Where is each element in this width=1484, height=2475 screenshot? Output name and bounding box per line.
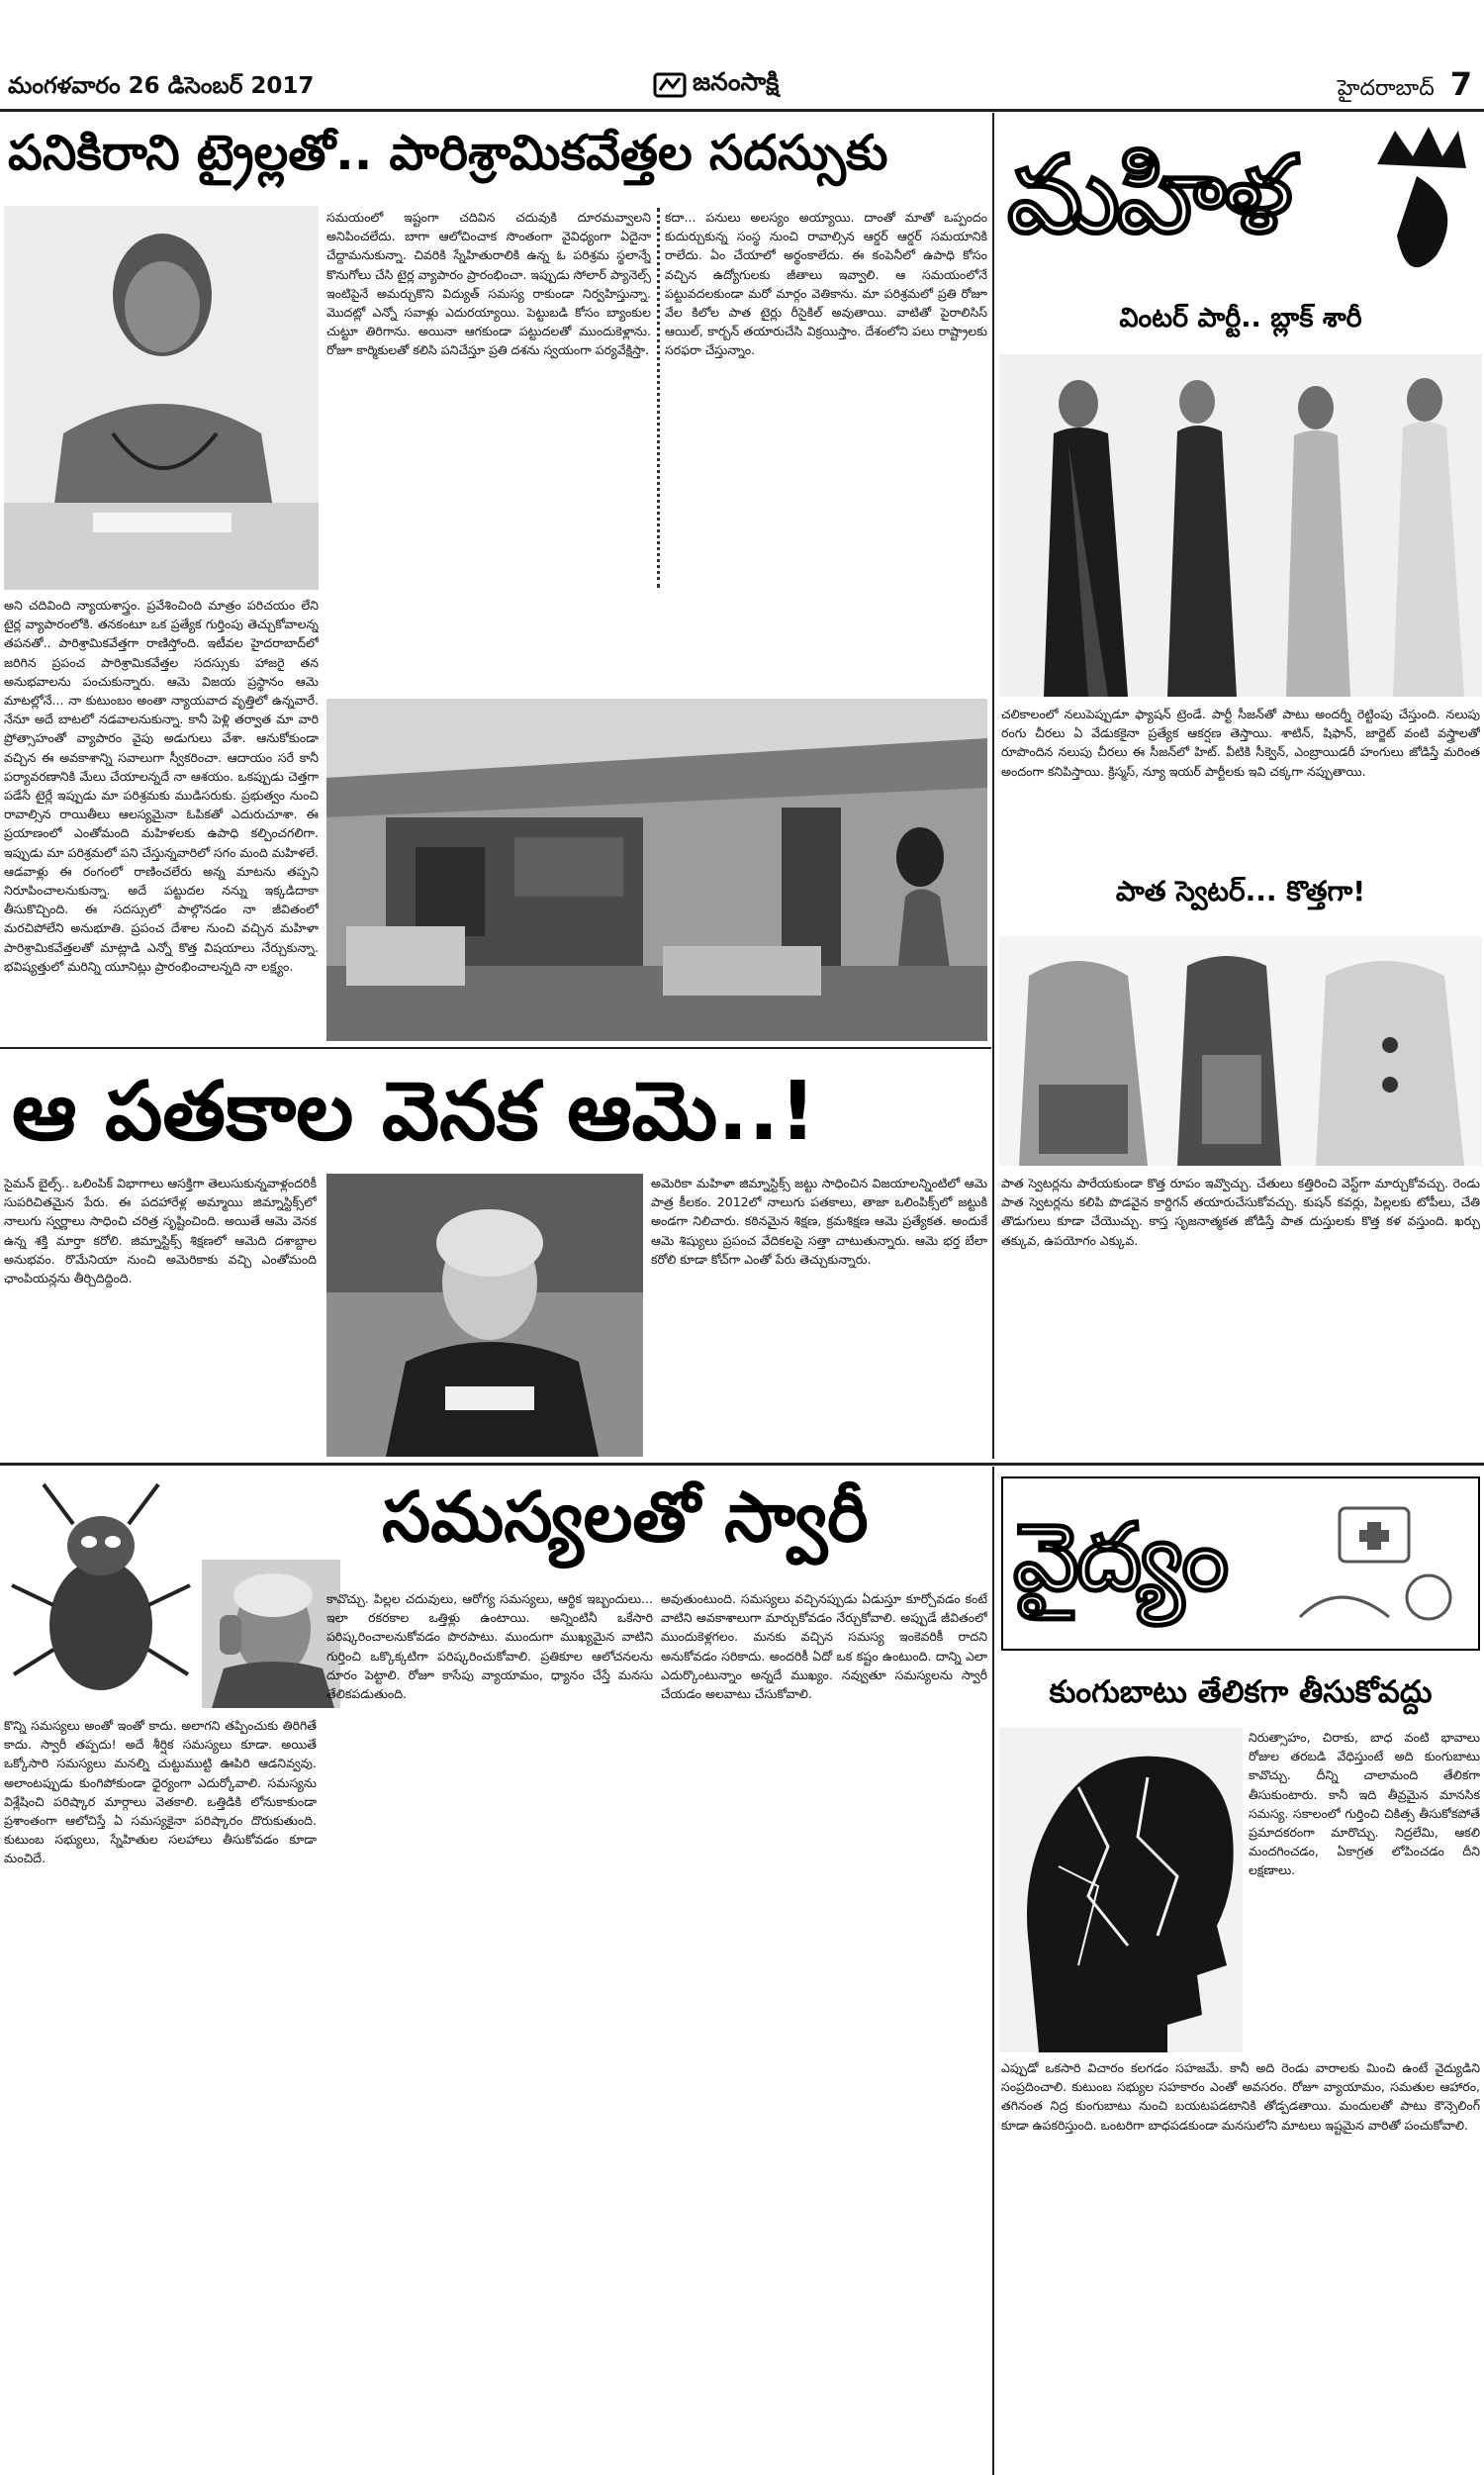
masthead bbox=[0, 0, 1484, 109]
article1-headline: పనికిరాని ట్రైల్లతో.. పారిశ్రామికవేత్తల సదస్సుకు bbox=[8, 125, 888, 181]
vaidyam-column-2: ఎప్పుడో ఒకసారి విచారం కలగడం సహజమే. కానీ అది రెండు వారాలకు మించి ఉంటే వైద్యుడిని సంప్రదించాలి. కుటుంబ సభ్యుల సహకారం ఎంతో అవసరం. రోజూ వ్యాయామం, సమతుల ఆహారం, తగినంత నిద్ర కుంగుబాటు నుంచి బయటపడటానికి తోడ్పడతాయి. మందులతో పాటు కౌన్సెలింగ్ కూడా ఉపకరిస్తుంది. ఒంటరిగా బాధపడకుండా మనసులోని మాటలు ఇష్టమైన వారితో పంచుకోవాలి. bbox=[1001, 2060, 1480, 2133]
article1-column-1: సమయంలో ఇష్టంగా చదివిన చదువుకి దూరమవ్వాలని అనిపించలేదు. బాగా ఆలోచించాక సొంతంగా వైవిధ్యంగా ఏదైనా చేద్దామనుకున్నా. చివరికి స్నేహితురాలికి ఉన్న ఓ పరిశ్రమ స్థలాన్నే కొనుగోలు చేసి టైర్ల వ్యాపారం ప్రారంభించా. ఇప్పుడు సోలార్ ప్యానెల్స్ ఇంటిపైనే అమర్చుకొని విద్యుత్ సమస్య రాకుండా నిర్వహిస్తున్నా. మొదట్లో ఎన్నో సవాళ్లు ఎదురయ్యాయి. పెట్టుబడి కోసం బ్యాంకుల చుట్టూ తిరిగాను. అయినా ఆగకుండా పట్టుదలతో ముందుకెళ్లాను. రోజూ కార్మికులతో కలిసి పనిచేస్తూ ప్రతి దశను స్వయంగా పర్యవేక్షిస్తా. bbox=[326, 210, 651, 358]
article3-headline: సమస్యలతో స్వారీ bbox=[382, 1476, 869, 1558]
article2-headline: ఆ పతకాల వెనక ఆమె..! bbox=[12, 1065, 816, 1159]
main-divider-bottom bbox=[992, 1467, 994, 2475]
vaidyam-logo-text: వైద్యం bbox=[1013, 1504, 1227, 1612]
mahila-fashion-body: చలికాలంలో నలుపెప్పుడూ ఫ్యాషన్ ట్రెండే. పార్టీ సీజన్‌తో పాటు అందర్నీ రెట్టింపు చేస్తుంది. నలుపు రంగు చీరలు ఏ వేడుకకైనా ప్రత్యేక ఆకర్షణ తెస్తాయి. శాటిన్, షిఫాన్, జార్జెట్ వంటి వస్త్రాలతో రూపొందిన నలుపు చీరలు ఈ సీజన్‌లో హిట్. వీటికి సీక్వెన్, ఎంబ్రాయిడరీ హంగులు జోడిస్తే మరింత అందంగా కనిపిస్తాయి. క్రిస్మస్, న్యూ ఇయర్ పార్టీలకు ఇవి చక్కగా నప్పుతాయి. bbox=[1001, 707, 1480, 779]
masthead-logo bbox=[653, 63, 861, 107]
mahila-logo bbox=[1001, 117, 1480, 291]
masthead-right bbox=[1338, 65, 1472, 106]
article1-bottom-rule bbox=[0, 1047, 991, 1049]
article3-column-3: అవుతుంటుంది. సమస్యలు వచ్చినప్పుడు ఏడుస్తూ కూర్చోవడం కంటే వాటిని అవకాశాలుగా మార్చుకోవడం నేర్చుకోవాలి. అప్పుడే జీవితంలో ముందుకెళ్లగలం. మనకు వచ్చిన సమస్య ఇంకెవరికీ రాదని అనుకోవడం సరికాదు. అందరికీ ఏదో ఒక కష్టం ఉంటుంది. దాన్ని ఎలా ఎదుర్కొంటున్నాం అన్నదే ముఖ్యం. నవ్వుతూ సమస్యలను స్వారీ చేయడం అలవాటు చేసుకోవాలి. bbox=[661, 1591, 987, 1702]
mahila-logo-text: మహిళ bbox=[1007, 134, 1289, 257]
article2-column-1: సైమన్ బైల్స్.. ఒలింపిక్ విభాగాలు ఆసక్తిగా తెలుసుకున్నవాళ్లందరికీ సుపరిచితమైన పేరు. ఈ పదహారేళ్ల అమ్మాయి జిమ్నాస్టిక్స్‌లో నాలుగు స్వర్ణాలు సాధించి చరిత్ర సృష్టించింది. అయితే ఆమె వెనక ఉన్న శక్తి మార్తా కరోలి. జిమ్నాస్టిక్స్ శిక్షణలో ఆమెది దశాబ్దాల అనుభవం. రొమేనియా నుంచి అమెరికాకు వచ్చి ఎంతోమంది ఛాంపియన్లను తీర్చిదిద్దింది. bbox=[4, 1176, 317, 1286]
vaidyam-column-1: నిరుత్సాహం, చిరాకు, బాధ వంటి భావాలు రోజుల తరబడి వేధిస్తుంటే అది కుంగుబాటు కావొచ్చు. దీన్ని చాలామంది తేలికగా తీసుకుంటారు. కానీ ఇది తీవ్రమైన మానసిక సమస్య. సకాలంలో గుర్తించి చికిత్స తీసుకోకపోతే ప్రమాదకరంగా మారొచ్చు. నిద్రలేమి, ఆకలి మందగించడం, ఏకాగ్రత లోపించడం దీని లక్షణాలు. bbox=[1249, 1730, 1480, 1878]
vaidyam-logo-box bbox=[1001, 1476, 1480, 1651]
mahila-sweater-title: పాత స్వెటర్... కొత్తగా! bbox=[1115, 875, 1366, 907]
mahila-fashion-title: వింటర్ పార్టీ.. బ్లాక్ శారీ bbox=[1119, 303, 1362, 333]
page-number: 7 bbox=[1449, 65, 1472, 103]
paper-logo-icon bbox=[653, 70, 687, 100]
paper-name: జనంసాక్షి bbox=[693, 67, 780, 96]
article3-column-1: కొన్ని సమస్యలు అంతో ఇంతో కాదు. అలాగని తప్పించుకు తిరిగితే కాదు. స్వారీ తప్పదు! అదే శీర్షిక సమస్యలు కూడా. అయితే ఒక్కోసారి సమస్యలు మనల్ని చుట్టుముట్టి ఊపిరి ఆడనివ్వవు. అలాంటప్పుడు కుంగిపోకుండా ధైర్యంగా ఎదుర్కోవాలి. సమస్యను విశ్లేషించి పరిష్కార మార్గాలు వెతకాలి. ఒత్తిడికి లోనుకాకుండా ప్రశాంతంగా ఆలోచిస్తే ఏ సమస్యకైనా పరిష్కారం దొరుకుతుంది. కుటుంబ సభ్యులు, స్నేహితుల సలహాలు తీసుకోవడం కూడా మంచిదే. bbox=[4, 1718, 317, 1866]
vaidyam-depression-illustration bbox=[999, 1728, 1243, 2052]
masthead-date: మంగళవారం 26 డిసెంబర్ 2017 bbox=[8, 73, 315, 99]
section-rule-1 bbox=[0, 1463, 1484, 1466]
article1-column-full: అని చదివింది న్యాయశాస్త్రం. ప్రవేశించింది మాత్రం పరిచయం లేని టైర్ల వ్యాపారంలోకి. తనకంటూ ఒక ప్రత్యేక గుర్తింపు తెచ్చుకోవాలన్న తపనతో.. పారిశ్రామికవేత్తగా రాణిస్తోంది. ఇటీవల హైదరాబాద్‌లో జరిగిన ప్రపంచ పారిశ్రామికవేత్తల సదస్సుకు హాజరై తన అనుభవాలను పంచుకున్నారు. ఆమె విజయ ప్రస్థానం ఆమె మాటల్లోనే... నా కుటుంబం అంతా న్యాయవాద వృత్తిలో ఉన్నవారే. నేనూ అదే బాటలో నడవాలనుకున్నా. కానీ పెళ్లి తర్వాత మా వారి ప్రోత్సాహంతో వ్యాపారం వైపు అడుగులు వేశా. ఆనుకోకుండా వచ్చిన ఈ అవకాశాన్ని సవాలుగా స్వీకరించా. ఆదాయం సరే కానీ పర్యావరణానికి మేలు చేయాలన్నదే నా ఆశయం. ఒకప్పుడు చెత్తగా పడేసే టైర్లే ఇప్పుడు మా పరిశ్రమకు ముడిసరుకు. ప్రభుత్వం నుంచి రావాల్సిన రాయితీలు ఆలస్యమైనా ఓపికతో ఎదురుచూశా. ఈ ప్రయాణంలో ఎంతోమంది మహిళలకు ఉపాధి కల్పించగలిగా. ఇప్పుడు మా పరిశ్రమలో పని చేస్తున్నవారిలో సగం మంది మహిళలే. ఆడవాళ్లు ఈ రంగంలో రాణించలేరు అన్న మాటను తప్పని నిరూపించాలనుకున్నా. అదే పట్టుదల నన్ను ఇక్కడిదాకా తీసుకొచ్చింది. ఈ సదస్సులో పాల్గొనడం నా జీవితంలో మరచిపోలేని అనుభూతి. ప్రపంచ దేశాల నుంచి వచ్చిన మహిళా పారిశ్రామికవేత్తలతో మాట్లాడి ఎన్నో కొత్త విషయాలు నేర్చుకున్నా. భవిష్యత్తులో మరిన్ని యూనిట్లు ప్రారంభించాలన్నది నా లక్ష్యం. bbox=[4, 598, 319, 974]
article1-factory-photo bbox=[326, 699, 987, 1041]
vaidyam-headline: కుంగుబాటు తేలికగా తీసుకోవద్దు bbox=[1049, 1674, 1433, 1710]
article1-dotted-divider bbox=[657, 208, 660, 588]
article3-insect-illustration bbox=[4, 1476, 198, 1710]
masthead-city: హైదరాబాద్ bbox=[1337, 76, 1435, 101]
mahila-sweater-body: పాత స్వెటర్లను పారేయకుండా కొత్త రూపం ఇవ్వొచ్చు. చేతులు కత్తిరించి వెస్ట్‌గా మార్చుకోవచ్చు. రెండు పాత స్వెటర్లను కలిపి పొడవైన కార్డిగన్ తయారుచేసుకోవచ్చు. కుషన్ కవర్లు, పిల్లలకు టోపీలు, చేతి తొడుగులు కూడా చేయొచ్చు. కాస్త సృజనాత్మకత జోడిస్తే పాత దుస్తులకు కొత్త కళ వస్తుంది. ఖర్చు తక్కువ, ఉపయోగం ఎక్కువ. bbox=[1001, 1176, 1480, 1248]
article3-column-2: కావొచ్చు. పిల్లల చదువులు, ఆరోగ్య సమస్యలు, ఆర్థిక ఇబ్బందులు... ఇలా రకరకాల ఒత్తిళ్లు ఉంటాయి. అన్నింటినీ ఒకేసారి పరిష్కరించాలనుకోవడం పొరపాటు. ముందుగా ముఖ్యమైన వాటిని గుర్తించి ఒక్కొక్కటిగా పరిష్కరించుకోవాలి. ప్రతికూల ఆలోచనలను దూరం పెట్టాలి. రోజూ కాసేపు వ్యాయామం, ధ్యానం చేస్తే మనసు తేలికపడుతుంది. bbox=[326, 1591, 653, 1702]
mahila-sweater-photo bbox=[999, 936, 1482, 1166]
article2-coach-photo bbox=[326, 1174, 643, 1457]
article1-column-2: కదా... పనులు అలస్యం అయ్యాయి. దాంతో మాతో ఒప్పందం కుదుర్చుకున్న సంస్థ నుంచి రావాల్సిన ఆర్డర్ ఆర్డర్ సమయానికి రాలేదు. ఏం చేయాలో అర్థంకాలేదు. ఈ కంపెనీలో ఉపాధి కోసం వచ్చిన ఉద్యోగులకు జీతాలు ఇవ్వాలి. ఆ సమయంలోనే పట్టువదలకుండా మరో మార్గం వెతికాను. మా పరిశ్రమలో ప్రతి రోజూ వేల కిలోల పాత టైర్లు రీసైకిల్ అవుతాయి. వాటితో పైరాలిసిస్ ఆయిల్, కార్బన్ తయారుచేసి విక్రయిస్తాం. దేశంలోని పలు రాష్ట్రాలకు సరఫరా చేస్తున్నాం. bbox=[665, 210, 987, 358]
article3-stressed-man-photo bbox=[202, 1560, 340, 1708]
article1-portrait-photo bbox=[4, 206, 319, 590]
main-divider-top bbox=[992, 113, 994, 1459]
mahila-saree-photo bbox=[999, 354, 1482, 697]
masthead-rule bbox=[0, 109, 1484, 112]
article2-column-2: అమెరికా మహిళా జిమ్నాస్టిక్స్ జట్టు సాధించిన విజయాలన్నింటిలో ఆమె పాత్ర కీలకం. 2012లో నాలుగు పతకాలు, తాజా ఒలింపిక్స్‌లో జట్టుకి అండగా నిలిచారు. కఠినమైన శిక్షణ, క్రమశిక్షణ ఆమె ప్రత్యేకత. అందుకే ఆమె శిష్యులు ప్రపంచ వేదికలపై సత్తా చాటుతున్నారు. ఆమె భర్త బేలా కరోలి కూడా కోచ్‌గా ఎంతో పేరు తెచ్చుకున్నారు. bbox=[651, 1176, 987, 1267]
